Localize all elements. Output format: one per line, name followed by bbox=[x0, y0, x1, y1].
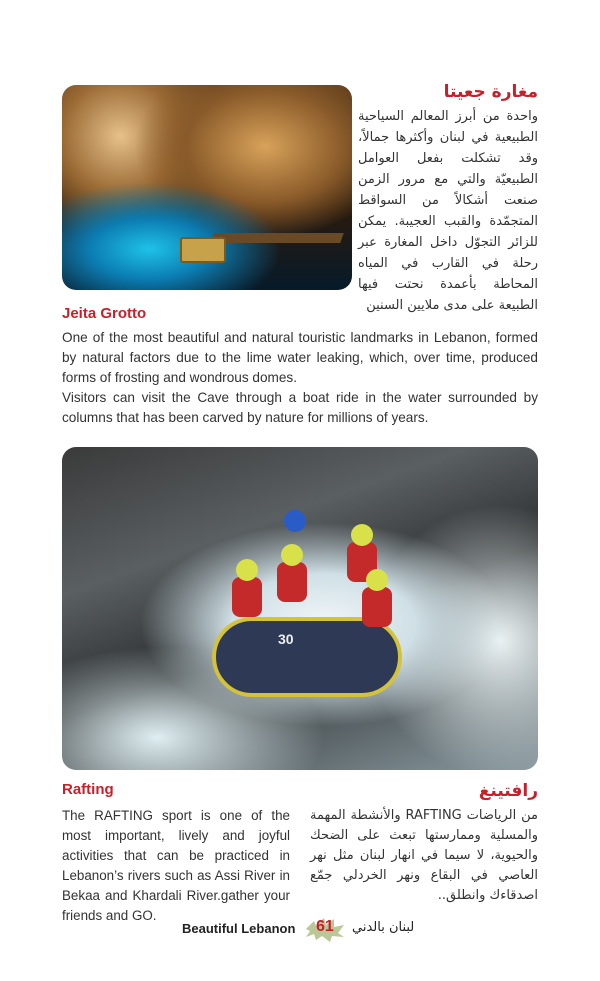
rafting-arabic-title: رافتينغ bbox=[478, 781, 538, 801]
raft-hull bbox=[212, 617, 402, 697]
raft-number-label: 30 bbox=[278, 631, 294, 647]
rafter-vest bbox=[277, 562, 307, 602]
jeita-english-para-1: One of the most beautiful and natural touristic landmarks in Lebanon, formed by natural factors due to the lime water leaking, which, over time, produced forms of frosting and wondrous domes. bbox=[62, 330, 538, 385]
jeita-english-body bbox=[62, 328, 538, 428]
rafter-vest bbox=[232, 577, 262, 617]
rafting-photo bbox=[62, 447, 538, 770]
rafter-helmet bbox=[281, 544, 303, 566]
rafter-vest bbox=[362, 587, 392, 627]
rafter-helmet bbox=[284, 510, 306, 532]
rafting-arabic-body: من الرياضات RAFTING والأنشطة المهمة والمسلية وممارستها تبعث على الضحك والحيوية، لا سيما في انهار لبنان مثل نهر العاصي في البقاع ونهر الخردلي جمّع اصدقاءك وانطلق.. bbox=[310, 808, 538, 903]
page-footer bbox=[0, 915, 600, 945]
rafter-helmet bbox=[351, 524, 373, 546]
page-number: 61 bbox=[316, 918, 334, 935]
jeita-arabic-body: واحدة من أبرز المعالم السياحية الطبيعية في لبنان وأكثرها جمالاً، وقد تشكلت بفعل العوامل الطبيعيّة والتي مع مرور الزمن صنعت أشكالاً من السواقط المتجمّدة والقبب العجيبة. يمكن للزائر التجوّل داخل المغارة عبر رحلة في القارب في المياه المحاطة بأعمدة نحتت فيها الطبيعة على مدى ملايين السنين bbox=[358, 109, 538, 313]
footer-arabic-title: لبنان بالدني bbox=[352, 920, 415, 935]
rafting-english-title: Rafting bbox=[62, 781, 114, 798]
cave-dock bbox=[210, 233, 344, 243]
footer-english-title: Beautiful Lebanon bbox=[182, 921, 296, 936]
jeita-english-para-2: Visitors can visit the Cave through a boat ride in the water surrounded by columns that has been carved by nature for millions of years. bbox=[62, 390, 538, 425]
cave-boat bbox=[180, 237, 226, 263]
rafting-english-body: The RAFTING sport is one of the most important, lively and joyful activities that can be practiced in Lebanon’s rivers such as Assi River in Bekaa and Khardali River.gather your friends and GO. bbox=[62, 808, 290, 923]
jeita-arabic-title: مغارة جعيتا bbox=[443, 82, 538, 102]
rafter-helmet bbox=[236, 559, 258, 581]
jeita-english-title: Jeita Grotto bbox=[62, 305, 147, 322]
rafter-helmet bbox=[366, 569, 388, 591]
jeita-grotto-photo bbox=[62, 85, 352, 290]
